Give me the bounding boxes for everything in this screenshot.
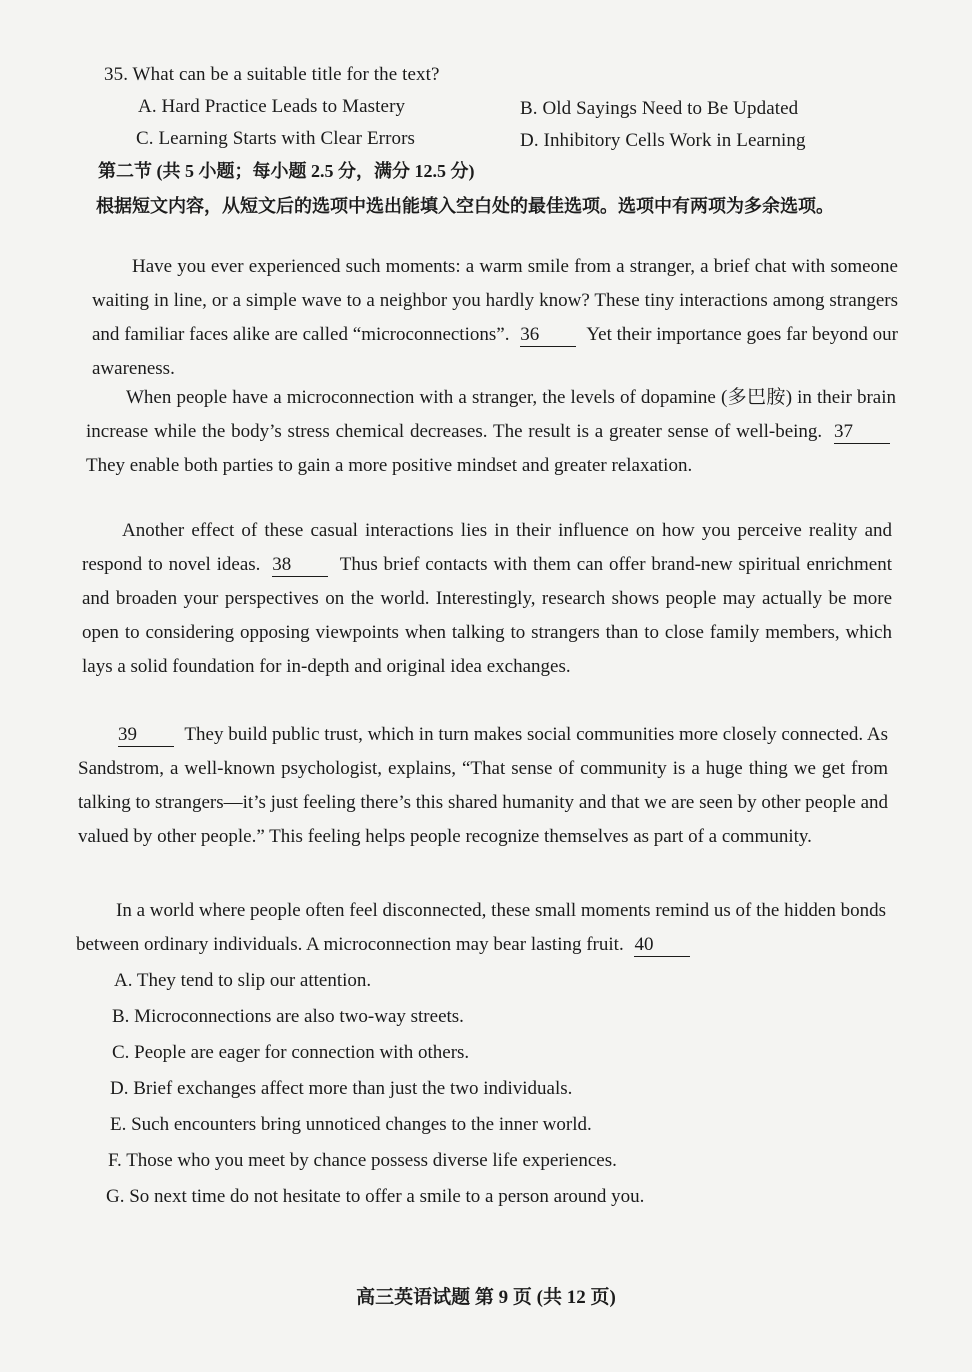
question-35-option-c: C. Learning Starts with Clear Errors	[136, 128, 416, 149]
question-35-option-a: A. Hard Practice Leads to Mastery	[138, 96, 406, 117]
option-g: G. So next time do not hesitate to offer a smile to a person around you.	[106, 1186, 645, 1207]
question-35-option-b: B. Old Sayings Need to Be Updated	[520, 98, 799, 119]
blank-38: 38	[272, 554, 328, 577]
section-title: 第二节 (共 5 小题；每小题 2.5 分，满分 12.5 分)	[98, 161, 475, 181]
page-footer: 高三英语试题 第 9 页 (共 12 页)	[356, 1287, 616, 1308]
passage-paragraph-2	[86, 381, 896, 483]
passage-paragraph-3	[82, 514, 892, 684]
passage-paragraph-5	[76, 894, 886, 962]
paragraph-3-text-b: Thus brief contacts with them can offer brand-new spiritual enrichment and broaden your perspectives on the world. Interestingly, research shows people may actually be more open to considering opposing viewpoints when talking to strangers than to close family members, which lays a solid foundation for in-depth and original idea exchanges.	[82, 554, 892, 677]
question-35-stem: 35. What can be a suitable title for the text?	[104, 64, 440, 85]
option-d: D. Brief exchanges affect more than just the two individuals.	[110, 1078, 573, 1099]
paragraph-2-text-a: When people have a microconnection with a stranger, the levels of dopamine (多巴胺) in their brain increase while the body’s stress chemical decreases. The result is a greater sense of well-being.	[86, 387, 896, 442]
blank-36: 36	[520, 324, 576, 347]
option-c: C. People are eager for connection with others.	[112, 1042, 470, 1063]
option-f: F. Those who you meet by chance possess diverse life experiences.	[108, 1150, 617, 1171]
paragraph-1-text-b: Yet their importance goes far beyond our awareness.	[92, 324, 899, 379]
paragraph-5-text: In a world where people often feel disconnected, these small moments remind us of the hidden bonds between ordinary individuals. A microconnection may bear lasting fruit.	[76, 900, 886, 955]
passage-paragraph-1	[92, 250, 898, 386]
section-instruction: 根据短文内容，从短文后的选项中选出能填入空白处的最佳选项。选项中有两项为多余选项。	[96, 196, 834, 216]
blank-39: 39	[118, 724, 174, 747]
option-e: E. Such encounters bring unnoticed changes to the inner world.	[110, 1114, 592, 1135]
option-a: A. They tend to slip our attention.	[114, 970, 372, 991]
blank-37: 37	[834, 421, 890, 444]
paragraph-2-text-b: They enable both parties to gain a more positive mindset and greater relaxation.	[86, 455, 693, 476]
paragraph-4-text: They build public trust, which in turn makes social communities more closely connected. As Sandstrom, a well-known psychologist, explains, “That sense of community is a huge thing we get from talking to strangers—it’s just feeling there’s this shared humanity and that we are seen by other people and valued by other people.” This feeling helps people recognize themselves as part of a community.	[78, 724, 888, 847]
passage-paragraph-4	[78, 718, 888, 854]
option-b: B. Microconnections are also two-way streets.	[112, 1006, 464, 1027]
paragraph-1-text-a: Have you ever experienced such moments: a warm smile from a stranger, a brief chat with someone waiting in line, or a simple wave to a neighbor you hardly know? These tiny interactions among strangers and familiar faces alike are called “microconnections”.	[92, 256, 898, 345]
blank-40: 40	[634, 934, 690, 957]
paragraph-3-text-a: Another effect of these casual interactions lies in their influence on how you perceive reality and respond to novel ideas.	[82, 520, 892, 575]
question-35-option-d: D. Inhibitory Cells Work in Learning	[520, 130, 806, 151]
